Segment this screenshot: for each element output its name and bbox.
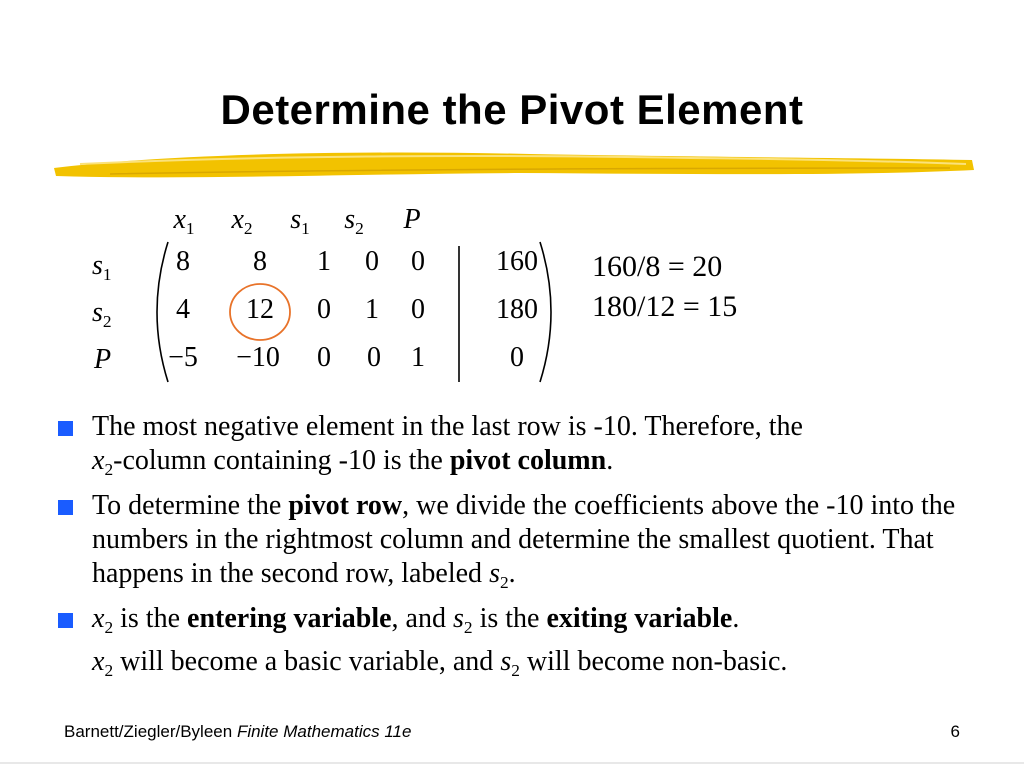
matrix-cell: 0: [367, 342, 381, 373]
bottom-divider: [0, 762, 1024, 764]
bullet-square-icon: [58, 421, 73, 436]
footer-citation: [64, 722, 411, 742]
slide-title: Determine the Pivot Element: [220, 86, 804, 133]
slide-number: 6: [950, 722, 960, 741]
exiting-variable-term: exiting variable: [546, 603, 733, 635]
col-header-s1: $s_1$: [290, 204, 310, 239]
quotient-line: 180/12 = 15: [592, 290, 738, 323]
matrix-cell: 4: [176, 294, 190, 325]
bullet-square-icon: [58, 500, 73, 515]
matrix-cell: 0: [317, 294, 331, 325]
bullet-list: [58, 410, 978, 690]
matrix-cell: 180: [496, 294, 538, 325]
row-label-s1: $s_1$: [92, 250, 112, 285]
matrix-cell: 1: [411, 342, 425, 373]
bullet-item: The most negative element in the last row is -10. Therefore, the $x_2$-column containing -10 is the pivot column.: [58, 410, 978, 487]
entering-variable-term: entering variable: [187, 603, 392, 635]
quotient-line: 160/8 = 20: [592, 250, 723, 283]
matrix-cell: 0: [317, 342, 331, 373]
matrix-cell: −10: [236, 342, 280, 373]
footer-authors: Barnett/Ziegler/Byleen: [64, 722, 233, 741]
bullet-item: $x_2$ is the entering variable, and $s_2$ is the exiting variable. $x_2$ will become a basic variable, and $s_2$ will become non-basic.: [58, 602, 978, 688]
matrix-cell: 160: [496, 246, 538, 277]
pivot-column-term: pivot column: [449, 445, 607, 476]
row-label-s2: $s_2$: [92, 297, 112, 332]
matrix-cell: −5: [168, 342, 198, 373]
bullet-square-icon: [58, 613, 73, 628]
col-header-s2: $s_2$: [344, 204, 364, 239]
col-header-p: P: [403, 204, 421, 235]
matrix-cell: 0: [510, 342, 524, 373]
bullet-item: To determine the pivot row, we divide the coefficients above the -10 into the numbers in the rightmost column and determine the smallest quotient. That happens in the second row, labeled $s_2$.: [58, 489, 978, 600]
pivot-element: 12: [246, 294, 274, 325]
row-label-p: P: [94, 344, 112, 375]
matrix-cell: 8: [176, 246, 190, 277]
col-header-x2: $x_2$: [231, 204, 253, 239]
footer-book-title: Finite Mathematics 11e: [236, 722, 412, 741]
matrix-cell: 8: [253, 246, 267, 277]
matrix-cell: 0: [365, 246, 379, 277]
pivot-row-term: pivot row: [288, 490, 403, 522]
col-header-x1: $x_1$: [173, 204, 195, 239]
matrix-cell: 1: [365, 294, 379, 325]
matrix-cell: 0: [411, 246, 425, 277]
matrix-cell: 1: [317, 246, 331, 277]
matrix-cell: 0: [411, 294, 425, 325]
